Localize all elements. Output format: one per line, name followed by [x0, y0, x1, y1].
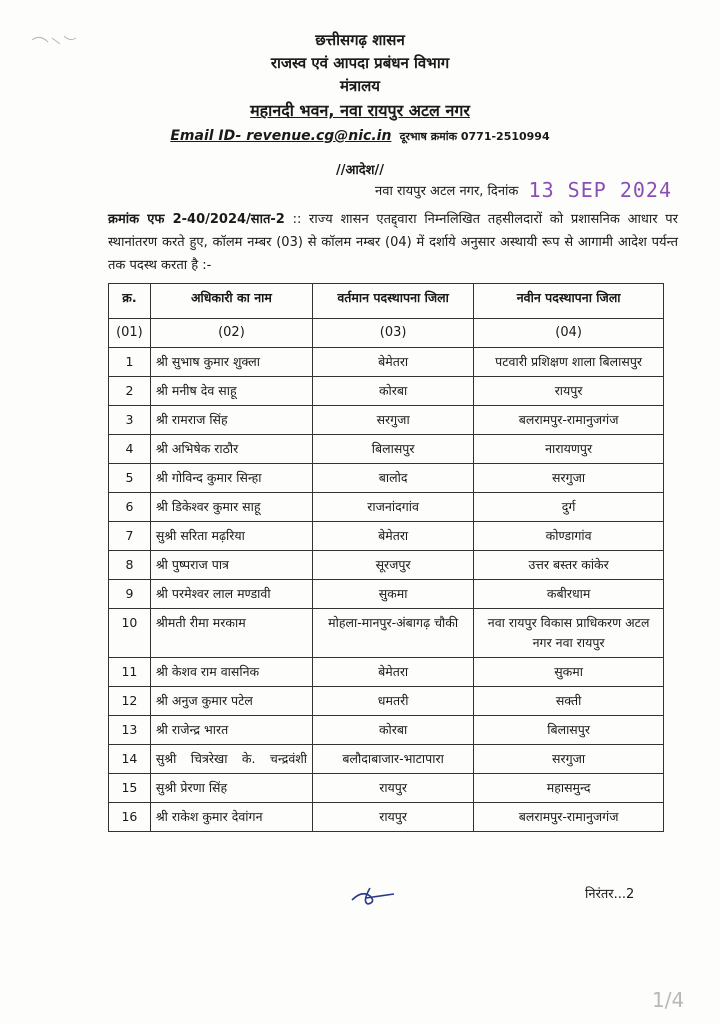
new-district-cell: नारायणपुर [474, 435, 664, 464]
serial-cell: 2 [109, 377, 151, 406]
ministry-label: मंत्रालय [339, 77, 380, 95]
table-row [109, 580, 664, 609]
current-district-cell: सुकमा [313, 580, 474, 609]
current-district-cell: बेमेतरा [313, 522, 474, 551]
serial-cell: 9 [109, 580, 151, 609]
current-district-cell: कोरबा [313, 716, 474, 745]
officer-name-cell: श्रीमती रीमा मरकाम [150, 609, 312, 658]
page-indicator: 1/4 [652, 988, 685, 1012]
officer-name-cell: श्री मनीष देव साहू [150, 377, 312, 406]
current-district-cell: बलौदाबाजार-भाटापारा [313, 745, 474, 774]
officer-name-cell: श्री अनुज कुमार पटेल [150, 687, 312, 716]
serial-cell: 7 [109, 522, 151, 551]
table-row [109, 803, 664, 832]
table-row [109, 609, 664, 658]
current-district-cell: धमतरी [313, 687, 474, 716]
order-text: :: राज्य शासन एतद्द्वारा निम्नलिखित तहसीलदारों को प्रशासनिक आधार पर स्थानांतरण करते हुए, कॉलम नम्बर (03) से कॉलम नम्बर (04) में दर्शाये अनुसार अस्थायी रूप से आगामी आदेश पर्यन्त तक पदस्थ करता है :- [108, 212, 678, 273]
current-district-cell: रायपुर [313, 803, 474, 832]
serial-cell: 4 [109, 435, 151, 464]
table-row [109, 716, 664, 745]
serial-cell: 16 [109, 803, 151, 832]
new-district-cell: महासमुन्द [474, 774, 664, 803]
continued-note: निरंतर...2 [585, 887, 635, 902]
col-number: (02) [150, 319, 312, 348]
current-district-cell: सूरजपुर [313, 551, 474, 580]
new-district-cell: कोण्डागांव [474, 522, 664, 551]
table-row [109, 377, 664, 406]
new-district-cell: नवा रायपुर विकास प्राधिकरण अटल नगर नवा रायपुर [474, 609, 664, 658]
order-title: //आदेश// [335, 163, 385, 178]
new-district-cell: सरगुजा [474, 745, 664, 774]
officer-name-cell: श्री डिकेश्वर कुमार साहू [150, 493, 312, 522]
transfer-table [108, 283, 664, 832]
officer-name-cell: सुश्री सरिता मढ़रिया [150, 522, 312, 551]
current-district-cell: राजनांदगांव [313, 493, 474, 522]
serial-cell: 1 [109, 348, 151, 377]
serial-cell: 3 [109, 406, 151, 435]
current-district-cell: रायपुर [313, 774, 474, 803]
contact-line [0, 128, 720, 144]
header-current-district: वर्तमान पदस्थापना जिला [313, 284, 474, 319]
column-number-row [109, 319, 664, 348]
date-stamp: 13 SEP 2024 [528, 178, 672, 202]
current-district-cell: बेमेतरा [313, 658, 474, 687]
officer-name-cell: श्री परमेश्वर लाल मण्डावी [150, 580, 312, 609]
officer-name-cell: श्री केशव राम वासनिक [150, 658, 312, 687]
header-serial: क्र. [109, 284, 151, 319]
current-district-cell: मोहला-मानपुर-अंबागढ़ चौकी [313, 609, 474, 658]
current-district-cell: बिलासपुर [313, 435, 474, 464]
table-row [109, 687, 664, 716]
phone-number: दूरभाष क्रमांक 0771-2510994 [399, 130, 550, 143]
serial-cell: 12 [109, 687, 151, 716]
date-line [375, 178, 672, 202]
table-row [109, 774, 664, 803]
serial-cell: 6 [109, 493, 151, 522]
signature-mark [348, 880, 398, 910]
officer-name-cell: श्री अभिषेक राठौर [150, 435, 312, 464]
office-address: महानदी भवन, नवा रायपुर अटल नगर [250, 101, 470, 120]
serial-cell: 15 [109, 774, 151, 803]
col-number: (04) [474, 319, 664, 348]
new-district-cell: पटवारी प्रशिक्षण शाला बिलासपुर [474, 348, 664, 377]
officer-name-cell: श्री रामराज सिंह [150, 406, 312, 435]
current-district-cell: सरगुजा [313, 406, 474, 435]
current-district-cell: बालोद [313, 464, 474, 493]
new-district-cell: बिलासपुर [474, 716, 664, 745]
col-number: (01) [109, 319, 151, 348]
current-district-cell: बेमेतरा [313, 348, 474, 377]
serial-cell: 8 [109, 551, 151, 580]
serial-cell: 13 [109, 716, 151, 745]
table-row [109, 522, 664, 551]
officer-name-cell: श्री राकेश कुमार देवांगन [150, 803, 312, 832]
officer-name-cell: सुश्री चित्ररेखा के. चन्द्रवंशी [150, 745, 312, 774]
table-row [109, 435, 664, 464]
officer-name-cell: श्री सुभाष कुमार शुक्ला [150, 348, 312, 377]
header-new-district: नवीन पदस्थापना जिला [474, 284, 664, 319]
table-row [109, 493, 664, 522]
officer-name-cell: श्री पुष्पराज पात्र [150, 551, 312, 580]
table-row [109, 348, 664, 377]
new-district-cell: रायपुर [474, 377, 664, 406]
new-district-cell: बलरामपुर-रामानुजगंज [474, 406, 664, 435]
header-officer-name: अधिकारी का नाम [150, 284, 312, 319]
date-place: नवा रायपुर अटल नगर, दिनांक [375, 184, 519, 199]
order-paragraph [108, 208, 678, 277]
new-district-cell: दुर्ग [474, 493, 664, 522]
new-district-cell: बलरामपुर-रामानुजगंज [474, 803, 664, 832]
officer-name-cell: सुश्री प्रेरणा सिंह [150, 774, 312, 803]
officer-name-cell: श्री गोविन्द कुमार सिन्हा [150, 464, 312, 493]
govt-name: छत्तीसगढ़ शासन [315, 31, 405, 49]
new-district-cell: उत्तर बस्तर कांकेर [474, 551, 664, 580]
serial-cell: 10 [109, 609, 151, 658]
current-district-cell: कोरबा [313, 377, 474, 406]
serial-cell: 14 [109, 745, 151, 774]
new-district-cell: सक्ती [474, 687, 664, 716]
table-row [109, 406, 664, 435]
order-reference: क्रमांक एफ 2-40/2024/सात-2 [108, 212, 285, 227]
department-name: राजस्व एवं आपदा प्रबंधन विभाग [270, 54, 450, 72]
serial-cell: 5 [109, 464, 151, 493]
col-number: (03) [313, 319, 474, 348]
table-header-row [109, 284, 664, 319]
serial-cell: 11 [109, 658, 151, 687]
officer-name-cell: श्री राजेन्द्र भारत [150, 716, 312, 745]
new-district-cell: कबीरधाम [474, 580, 664, 609]
email-address: Email ID- revenue.cg@nic.in [170, 128, 392, 144]
new-district-cell: सरगुजा [474, 464, 664, 493]
new-district-cell: सुकमा [474, 658, 664, 687]
table-row [109, 745, 664, 774]
table-row [109, 551, 664, 580]
table-row [109, 464, 664, 493]
table-row [109, 658, 664, 687]
